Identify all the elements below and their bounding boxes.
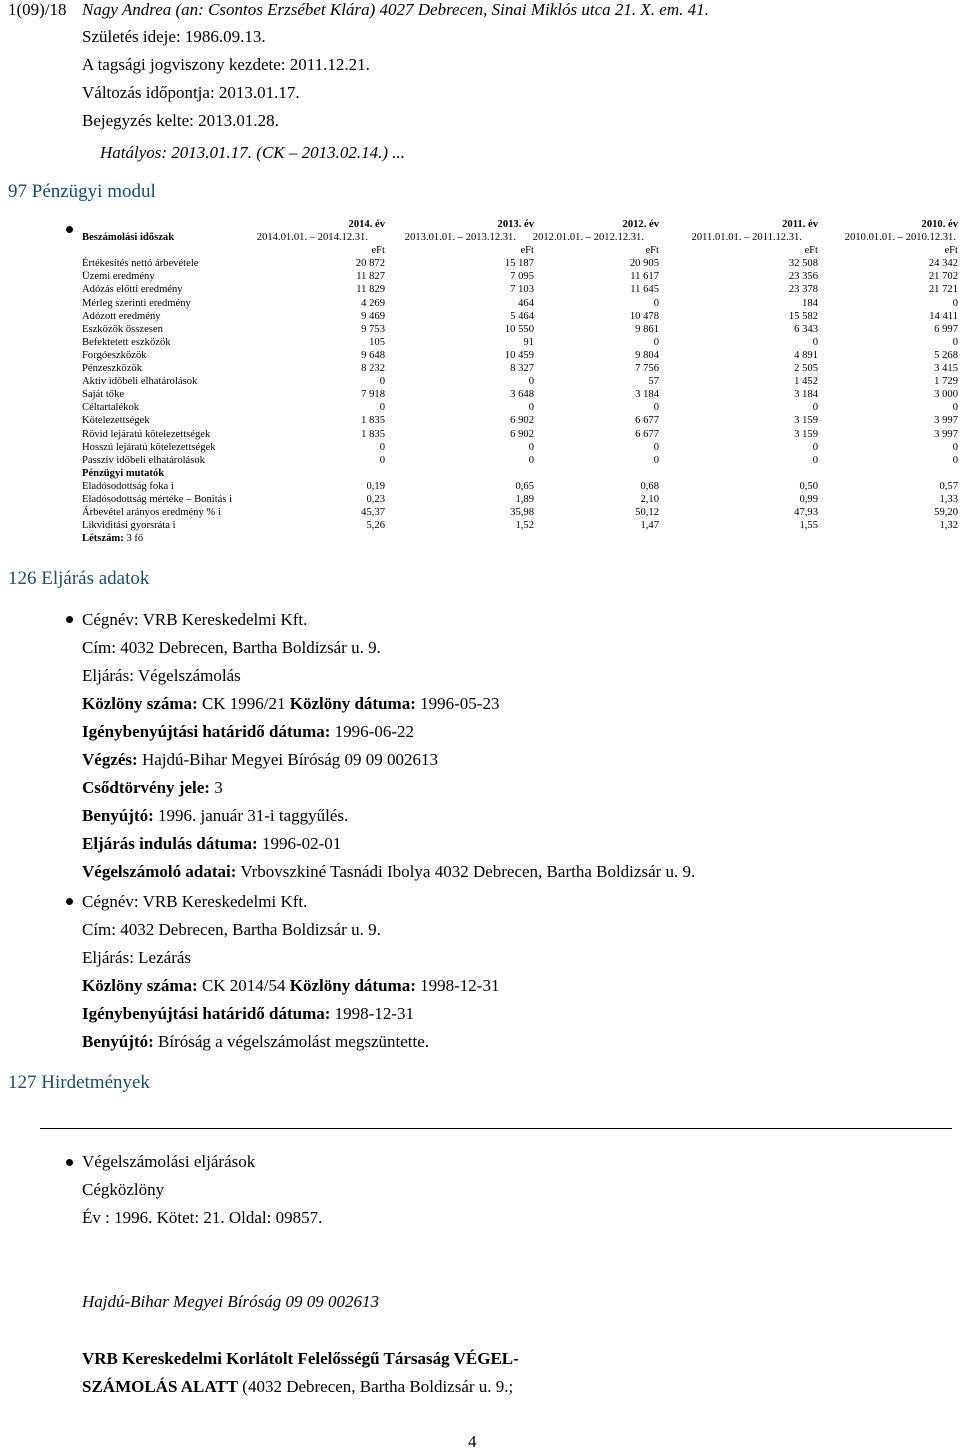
notice-company-line2 xyxy=(82,1377,513,1397)
proc1-claim-line xyxy=(82,722,414,742)
proc1-liquidator-line xyxy=(82,862,695,882)
proc2-gazette-line xyxy=(82,976,499,996)
value-cell: 1,52 xyxy=(515,520,534,532)
period-cell: 2011.01.01. – 2011.12.31. xyxy=(691,232,802,244)
year-header: 2011. év xyxy=(782,219,818,230)
value-cell: 6 343 xyxy=(794,323,818,335)
row-label: Adózott eredmény xyxy=(82,310,161,322)
value-cell: 0 xyxy=(379,402,385,414)
value-cell: 10 478 xyxy=(629,310,659,322)
period-cell: 2012.01.01. – 2012.12.31. xyxy=(532,232,644,244)
proc1-company: Cégnév: VRB Kereskedelmi Kft. xyxy=(82,610,308,629)
value-cell: 1,33 xyxy=(939,493,958,505)
headcount-value: 3 fő xyxy=(126,533,144,545)
divider xyxy=(40,1128,952,1129)
value-cell: 3 000 xyxy=(934,389,958,401)
value-cell: 1 835 xyxy=(361,428,385,440)
notice-company-rest: (4032 Debrecen, Bartha Boldizsár u. 9.; xyxy=(242,1377,514,1396)
row-label: Kötelezettségek xyxy=(82,415,150,427)
value-cell: 6 902 xyxy=(510,428,534,440)
value-cell: 8 327 xyxy=(510,363,534,375)
value-cell: 0 xyxy=(952,336,958,348)
proc1-gazette-line xyxy=(82,694,499,714)
value-cell: 1,47 xyxy=(640,520,659,532)
proc1-filer-line xyxy=(82,806,348,826)
table-row xyxy=(82,323,958,336)
value-cell: 7 918 xyxy=(361,389,385,401)
year-header-row xyxy=(82,218,958,231)
value-cell: 1,89 xyxy=(515,493,534,505)
headcount-row xyxy=(82,532,958,545)
liquidator: Vrbovszkiné Tasnádi Ibolya 4032 Debrecen, Bartha Boldizsár u. 9. xyxy=(240,862,696,881)
value-cell: 0 xyxy=(528,402,534,414)
table-row xyxy=(82,362,958,375)
headcount-label: Létszám: xyxy=(82,533,124,545)
row-label: Árbevétel arányos eredmény % i xyxy=(82,507,221,519)
value-cell: 3 648 xyxy=(510,389,534,401)
section-heading-proceedings: 126 Eljárás adatok xyxy=(8,568,150,589)
period-cell: 2014.01.01. – 2014.12.31. xyxy=(256,232,368,244)
indicators-title-row xyxy=(82,467,958,480)
claim-deadline-label: Igénybenyújtási határidő dátuma: xyxy=(82,722,331,741)
value-cell: 3 184 xyxy=(794,389,818,401)
value-cell: 0 xyxy=(528,376,534,388)
table-row xyxy=(82,375,958,388)
table-row xyxy=(82,414,958,427)
unit-cell: eFt xyxy=(645,245,659,257)
table-row xyxy=(82,336,958,349)
proc2-filer-line xyxy=(82,1032,429,1052)
value-cell: 105 xyxy=(369,336,385,348)
table-row xyxy=(82,257,958,270)
value-cell: 0,65 xyxy=(515,480,534,492)
table-row xyxy=(82,441,958,454)
value-cell: 50,12 xyxy=(635,507,659,519)
table-row xyxy=(82,454,958,467)
proc1-bankruptcy-line xyxy=(82,778,223,798)
value-cell: 0 xyxy=(952,454,958,466)
value-cell: 3 997 xyxy=(934,428,958,440)
unit-row xyxy=(82,244,958,257)
row-label: Eszközök összesen xyxy=(82,323,163,335)
value-cell: 23 356 xyxy=(788,271,818,283)
value-cell: 9 469 xyxy=(361,310,385,322)
value-cell: 0 xyxy=(653,454,659,466)
value-cell: 1,55 xyxy=(799,520,818,532)
value-cell: 0 xyxy=(952,297,958,309)
value-cell: 4 891 xyxy=(794,349,818,361)
value-cell: 2 505 xyxy=(794,363,818,375)
filer-label: Benyújtó: xyxy=(82,1032,154,1051)
table-row xyxy=(82,270,958,283)
proc2-claim-line xyxy=(82,1004,414,1024)
value-cell: 9 804 xyxy=(635,349,659,361)
table-row xyxy=(82,297,958,310)
ruling-label: Végzés: xyxy=(82,750,138,769)
value-cell: 10 550 xyxy=(504,323,534,335)
value-cell: 1 452 xyxy=(794,376,818,388)
value-cell: 0,68 xyxy=(640,480,659,492)
value-cell: 0,57 xyxy=(939,480,958,492)
table-row xyxy=(82,428,958,441)
section-heading-notices: 127 Hirdetmények xyxy=(8,1072,150,1093)
year-header: 2010. év xyxy=(921,219,958,230)
claim-deadline: 1996-06-22 xyxy=(334,722,414,741)
value-cell: 0,23 xyxy=(366,493,385,505)
filer: 1996. január 31-i taggyűlés. xyxy=(158,806,349,825)
financial-rows xyxy=(82,257,958,467)
value-cell: 5 464 xyxy=(510,310,534,322)
value-cell: 59,20 xyxy=(934,507,958,519)
gazette-date: 1996-05-23 xyxy=(420,694,500,713)
filer-label: Benyújtó: xyxy=(82,806,154,825)
value-cell: 1 729 xyxy=(934,376,958,388)
value-cell: 0 xyxy=(653,336,659,348)
gazette-no-label: Közlöny száma: xyxy=(82,694,198,713)
value-cell: 8 232 xyxy=(361,363,385,375)
value-cell: 20 905 xyxy=(629,258,659,270)
bullet-icon xyxy=(66,226,73,233)
value-cell: 3 415 xyxy=(934,363,958,375)
row-label: Adózás előtti eredmény xyxy=(82,284,183,296)
notice-court: Hajdú-Bihar Megyei Bíróság 09 09 002613 xyxy=(82,1292,379,1311)
row-label: Pénzeszközök xyxy=(82,363,143,375)
gazette-date-label: Közlöny dátuma: xyxy=(289,694,416,713)
period-row xyxy=(82,231,958,244)
notice-company-line1: VRB Kereskedelmi Korlátolt Felelősségű Társaság VÉGEL- xyxy=(82,1349,519,1368)
unit-cell: eFt xyxy=(520,245,534,257)
page-number: 4 xyxy=(468,1432,477,1451)
value-cell: 0 xyxy=(379,441,385,453)
proc2-address: Cím: 4032 Debrecen, Bartha Boldizsár u. 9. xyxy=(82,920,381,939)
proc1-start-line xyxy=(82,834,341,854)
value-cell: 5 268 xyxy=(934,349,958,361)
start: 1996-02-01 xyxy=(261,834,342,853)
indicator-row xyxy=(82,519,958,532)
value-cell: 21 721 xyxy=(928,284,958,296)
notice-company-bold2: SZÁMOLÁS ALATT xyxy=(82,1377,239,1396)
value-cell: 35,98 xyxy=(510,507,534,519)
table-row xyxy=(82,283,958,296)
filer: Bíróság a végelszámolást megszüntette. xyxy=(158,1032,430,1051)
value-cell: 20 872 xyxy=(355,258,385,270)
value-cell: 0 xyxy=(528,441,534,453)
row-label: Likviditási gyorsráta i xyxy=(82,520,176,532)
value-cell: 7 095 xyxy=(510,271,534,283)
bankruptcy-code: 3 xyxy=(214,778,223,797)
value-cell: 3 159 xyxy=(794,428,818,440)
table-row xyxy=(82,310,958,323)
birth-date: Születés ideje: 1986.09.13. xyxy=(82,27,266,46)
period-cell: 2013.01.01. – 2013.12.31. xyxy=(404,232,516,244)
value-cell: 11 617 xyxy=(630,271,659,283)
value-cell: 1,32 xyxy=(939,520,958,532)
value-cell: 91 xyxy=(523,336,534,348)
proc2-procedure: Eljárás: Lezárás xyxy=(82,948,192,967)
bankruptcy-code-label: Csődtörvény jele: xyxy=(82,778,210,797)
value-cell: 0,99 xyxy=(799,493,818,505)
row-label: Forgóeszközök xyxy=(82,349,147,361)
ruling: Hajdú-Bihar Megyei Bíróság 09 09 002613 xyxy=(141,750,438,769)
year-header: 2013. év xyxy=(497,219,534,230)
membership-start: A tagsági jogviszony kezdete: 2011.12.21. xyxy=(82,55,370,74)
row-label: Passzív időbeli elhatárolások xyxy=(82,454,205,466)
row-label: Mérleg szerinti eredmény xyxy=(82,297,191,309)
registration-date: Bejegyzés kelte: 2013.01.28. xyxy=(82,111,279,130)
value-cell: 7 756 xyxy=(635,363,659,375)
row-label: Értékesítés nettó árbevétele xyxy=(82,258,199,270)
value-cell: 1 835 xyxy=(361,415,385,427)
gazette-no-label: Közlöny száma: xyxy=(82,976,198,995)
row-label: Saját tőke xyxy=(82,389,125,401)
proc1-address: Cím: 4032 Debrecen, Bartha Boldizsár u. 9. xyxy=(82,638,381,657)
entry-number: 1(09)/18 xyxy=(8,0,67,19)
value-cell: 47,93 xyxy=(794,507,818,519)
value-cell: 3 159 xyxy=(794,415,818,427)
section-heading-financial: 97 Pénzügyi modul xyxy=(8,181,156,202)
value-cell: 0 xyxy=(653,402,659,414)
value-cell: 0 xyxy=(812,402,818,414)
value-cell: 11 645 xyxy=(630,284,659,296)
indicator-row xyxy=(82,506,958,519)
gazette-date: 1998-12-31 xyxy=(420,976,500,995)
indicator-row xyxy=(82,480,958,493)
financial-table xyxy=(82,218,958,545)
value-cell: 6 997 xyxy=(934,323,958,335)
claim-deadline-label: Igénybenyújtási határidő dátuma: xyxy=(82,1004,331,1023)
value-cell: 0 xyxy=(528,454,534,466)
value-cell: 0 xyxy=(812,441,818,453)
claim-deadline: 1998-12-31 xyxy=(334,1004,414,1023)
value-cell: 0 xyxy=(812,336,818,348)
liquidator-label: Végelszámoló adatai: xyxy=(82,862,237,881)
gazette-no: CK 1996/21 xyxy=(201,694,286,713)
value-cell: 0,19 xyxy=(366,480,385,492)
row-label: Eladósodottság foka i xyxy=(82,480,174,492)
period-cell: 2010.01.01. – 2010.12.31. xyxy=(844,232,956,244)
value-cell: 2,10 xyxy=(640,493,659,505)
year-header: 2012. év xyxy=(622,219,659,230)
row-label: Céltartalékok xyxy=(82,402,140,414)
gazette-no: CK 2014/54 xyxy=(201,976,286,995)
value-cell: 5,26 xyxy=(366,520,385,532)
gazette-date-label: Közlöny dátuma: xyxy=(289,976,416,995)
value-cell: 184 xyxy=(802,297,818,309)
value-cell: 0,50 xyxy=(799,480,818,492)
value-cell: 15 582 xyxy=(788,310,818,322)
value-cell: 57 xyxy=(648,376,659,388)
indicators-title: Pénzügyi mutatók xyxy=(82,467,165,479)
row-label: Üzemi eredmény xyxy=(82,271,155,283)
change-date: Változás időpontja: 2013.01.17. xyxy=(82,83,300,102)
value-cell: 21 702 xyxy=(928,271,958,283)
unit-cell: eFt xyxy=(944,245,958,257)
row-label: Rövid lejáratú kötelezettségek xyxy=(82,428,211,440)
value-cell: 6 677 xyxy=(635,415,659,427)
row-label: Hosszú lejáratú kötelezettségek xyxy=(82,441,216,453)
row-label: Aktív időbeli elhatárolások xyxy=(82,376,198,388)
value-cell: 6 902 xyxy=(510,415,534,427)
value-cell: 0 xyxy=(952,441,958,453)
bullet-icon xyxy=(66,616,73,623)
value-cell: 24 342 xyxy=(928,258,958,270)
proc1-procedure: Eljárás: Végelszámolás xyxy=(82,666,241,685)
notice-issue: Év : 1996. Kötet: 21. Oldal: 09857. xyxy=(82,1208,323,1227)
value-cell: 0 xyxy=(653,297,659,309)
start-label: Eljárás indulás dátuma: xyxy=(82,834,258,853)
value-cell: 9 648 xyxy=(361,349,385,361)
proc2-company: Cégnév: VRB Kereskedelmi Kft. xyxy=(82,892,308,911)
bullet-icon xyxy=(66,1159,73,1166)
notice-title: Végelszámolási eljárások xyxy=(82,1152,256,1171)
value-cell: 15 187 xyxy=(504,258,534,270)
value-cell: 32 508 xyxy=(788,258,818,270)
person-name-line: Nagy Andrea (an: Csontos Erzsébet Klára) 4027 Debrecen, Sinai Miklós utca 21. X. em. 41. xyxy=(82,0,709,19)
value-cell: 0 xyxy=(812,454,818,466)
value-cell: 45,37 xyxy=(361,507,385,519)
value-cell: 11 827 xyxy=(356,271,385,283)
value-cell: 0 xyxy=(379,454,385,466)
value-cell: 10 459 xyxy=(504,349,534,361)
value-cell: 14 411 xyxy=(929,310,958,322)
value-cell: 3 184 xyxy=(635,389,659,401)
value-cell: 11 829 xyxy=(356,284,385,296)
value-cell: 464 xyxy=(518,297,534,309)
bullet-icon xyxy=(66,898,73,905)
indicator-row xyxy=(82,493,958,506)
unit-cell: eFt xyxy=(371,245,385,257)
year-header: 2014. év xyxy=(348,219,385,230)
value-cell: 9 753 xyxy=(361,323,385,335)
value-cell: 9 861 xyxy=(635,323,659,335)
table-row xyxy=(82,388,958,401)
table-row xyxy=(82,349,958,362)
indicator-rows xyxy=(82,480,958,532)
table-row xyxy=(82,401,958,414)
value-cell: 0 xyxy=(379,376,385,388)
row-label: Eladósodottság mértéke – Bonitás i xyxy=(82,493,233,505)
value-cell: 0 xyxy=(952,402,958,414)
value-cell: 7 103 xyxy=(510,284,534,296)
notice-source: Cégközlöny xyxy=(82,1180,165,1199)
value-cell: 0 xyxy=(653,441,659,453)
period-label: Beszámolási időszak xyxy=(82,232,175,244)
value-cell: 4 269 xyxy=(361,297,385,309)
value-cell: 3 997 xyxy=(934,415,958,427)
value-cell: 23 378 xyxy=(788,284,818,296)
unit-cell: eFt xyxy=(804,245,818,257)
row-label: Befektetett eszközök xyxy=(82,336,171,348)
value-cell: 6 677 xyxy=(635,428,659,440)
proc1-ruling-line xyxy=(82,750,438,770)
effective-date: Hatályos: 2013.01.17. (CK – 2013.02.14.) ... xyxy=(100,143,406,162)
